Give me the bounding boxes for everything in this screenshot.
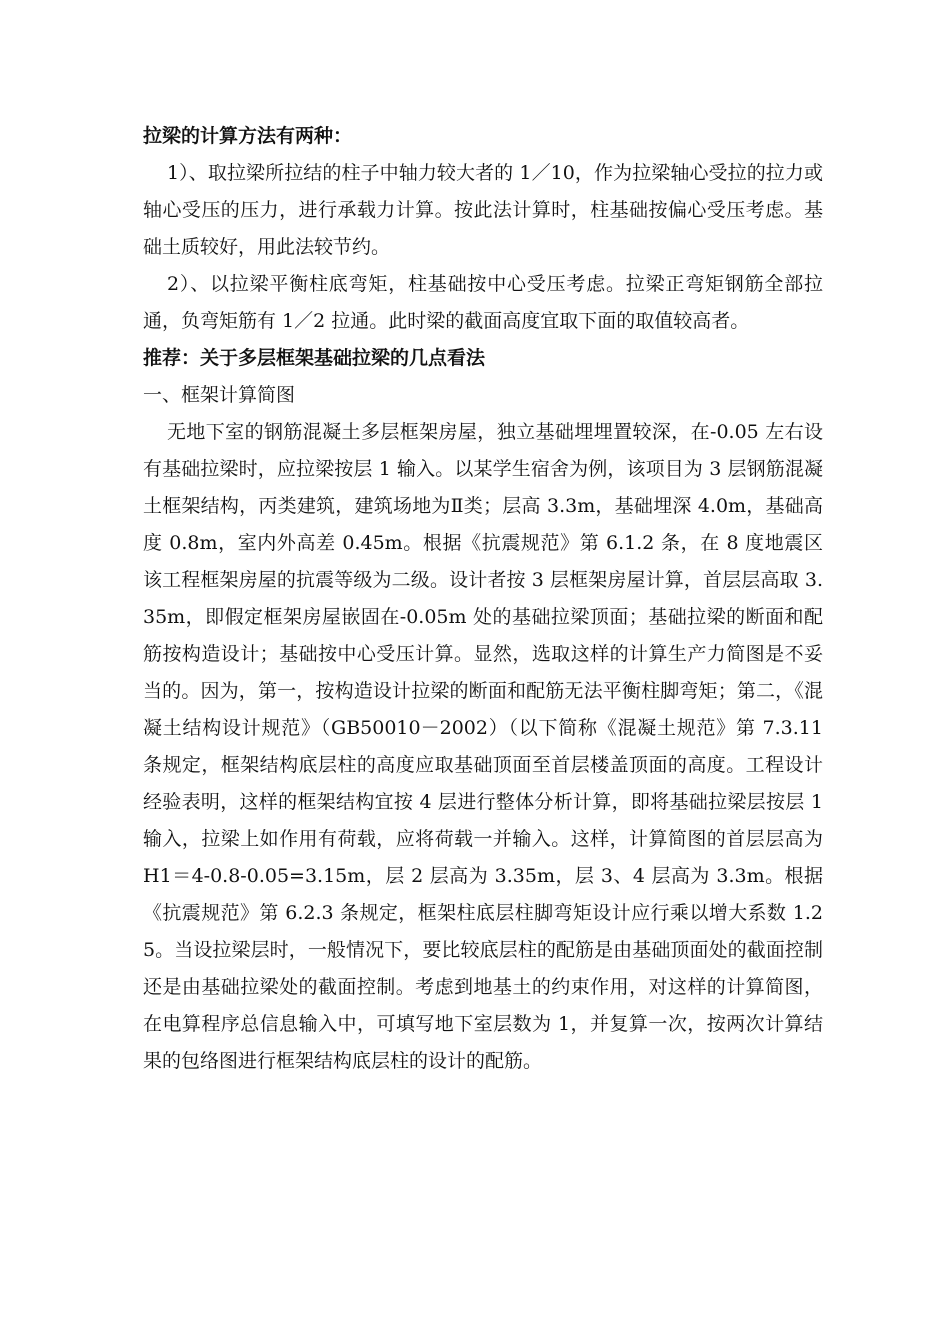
recommend-heading: 推荐：关于多层框架基础拉梁的几点看法 [143, 347, 486, 369]
section-1-title: 一、框架计算简图 [143, 384, 296, 406]
document-body [143, 118, 823, 1080]
frame-diagram-paragraph: 无地下室的钢筋混凝土多层框架房屋，独立基础埋埋置较深，在-0.05 左右设有基础拉梁时，应拉梁按层 1 输入。以某学生宿舍为例，该项目为 3 层钢筋混凝土框架结构，丙类建筑，建筑场地为Ⅱ类；层高 3.3m，基础埋深 4.0m，基础高度 0.8m，室内外高差 0.45m。根据《抗震规范》第 6.1.2 条，在 8 度地震区该工程框架房屋的抗震等级为二级。设计者按 3 层框架房屋计算，首层层高取 3.35m，即假定框架房屋嵌固在-0.05m 处的基础拉梁顶面；基础拉梁的断面和配筋按构造设计；基础按中心受压计算。显然，选取这样的计算生产力简图是不妥当的。因为，第一，按构造设计拉梁的断面和配筋无法平衡柱脚弯矩；第二，《混凝土结构设计规范》（GB50010－2002）（以下简称《混凝土规范》第 7.3.11 条规定，框架结构底层柱的高度应取基础顶面至首层楼盖顶面的高度。工程设计经验表明，这样的框架结构宜按 4 层进行整体分析计算，即将基础拉梁层按层 1 输入，拉梁上如作用有荷载，应将荷载一并输入。这样，计算简图的首层层高为 H1＝4-0.8-0.05=3.15m，层 2 层高为 3.35m，层 3、4 层高为 3.3m。根据《抗震规范》第 6.2.3 条规定，框架柱底层柱脚弯矩设计应行乘以增大系数 1.25。当设拉梁层时，一般情况下，要比较底层柱的配筋是由基础顶面处的截面控制还是由基础拉梁处的截面控制。考虑到地基土的约束作用，对这样的计算简图，在电算程序总信息输入中，可填写地下室层数为 1，并复算一次，按两次计算结果的包络图进行框架结构底层柱的设计的配筋。 [143, 421, 823, 1072]
method-2-paragraph: 2）、以拉梁平衡柱底弯矩，柱基础按中心受压考虑。拉梁正弯矩钢筋全部拉通，负弯矩筋有 1／2 拉通。此时梁的截面高度宜取下面的取值较高者。 [143, 273, 823, 332]
method-1-paragraph: 1）、取拉梁所拉结的柱子中轴力较大者的 1／10，作为拉梁轴心受拉的拉力或轴心受压的压力，进行承载力计算。按此法计算时，柱基础按偏心受压考虑。基础土质较好，用此法较节约。 [143, 162, 823, 258]
calc-methods-heading: 拉梁的计算方法有两种： [143, 125, 353, 147]
